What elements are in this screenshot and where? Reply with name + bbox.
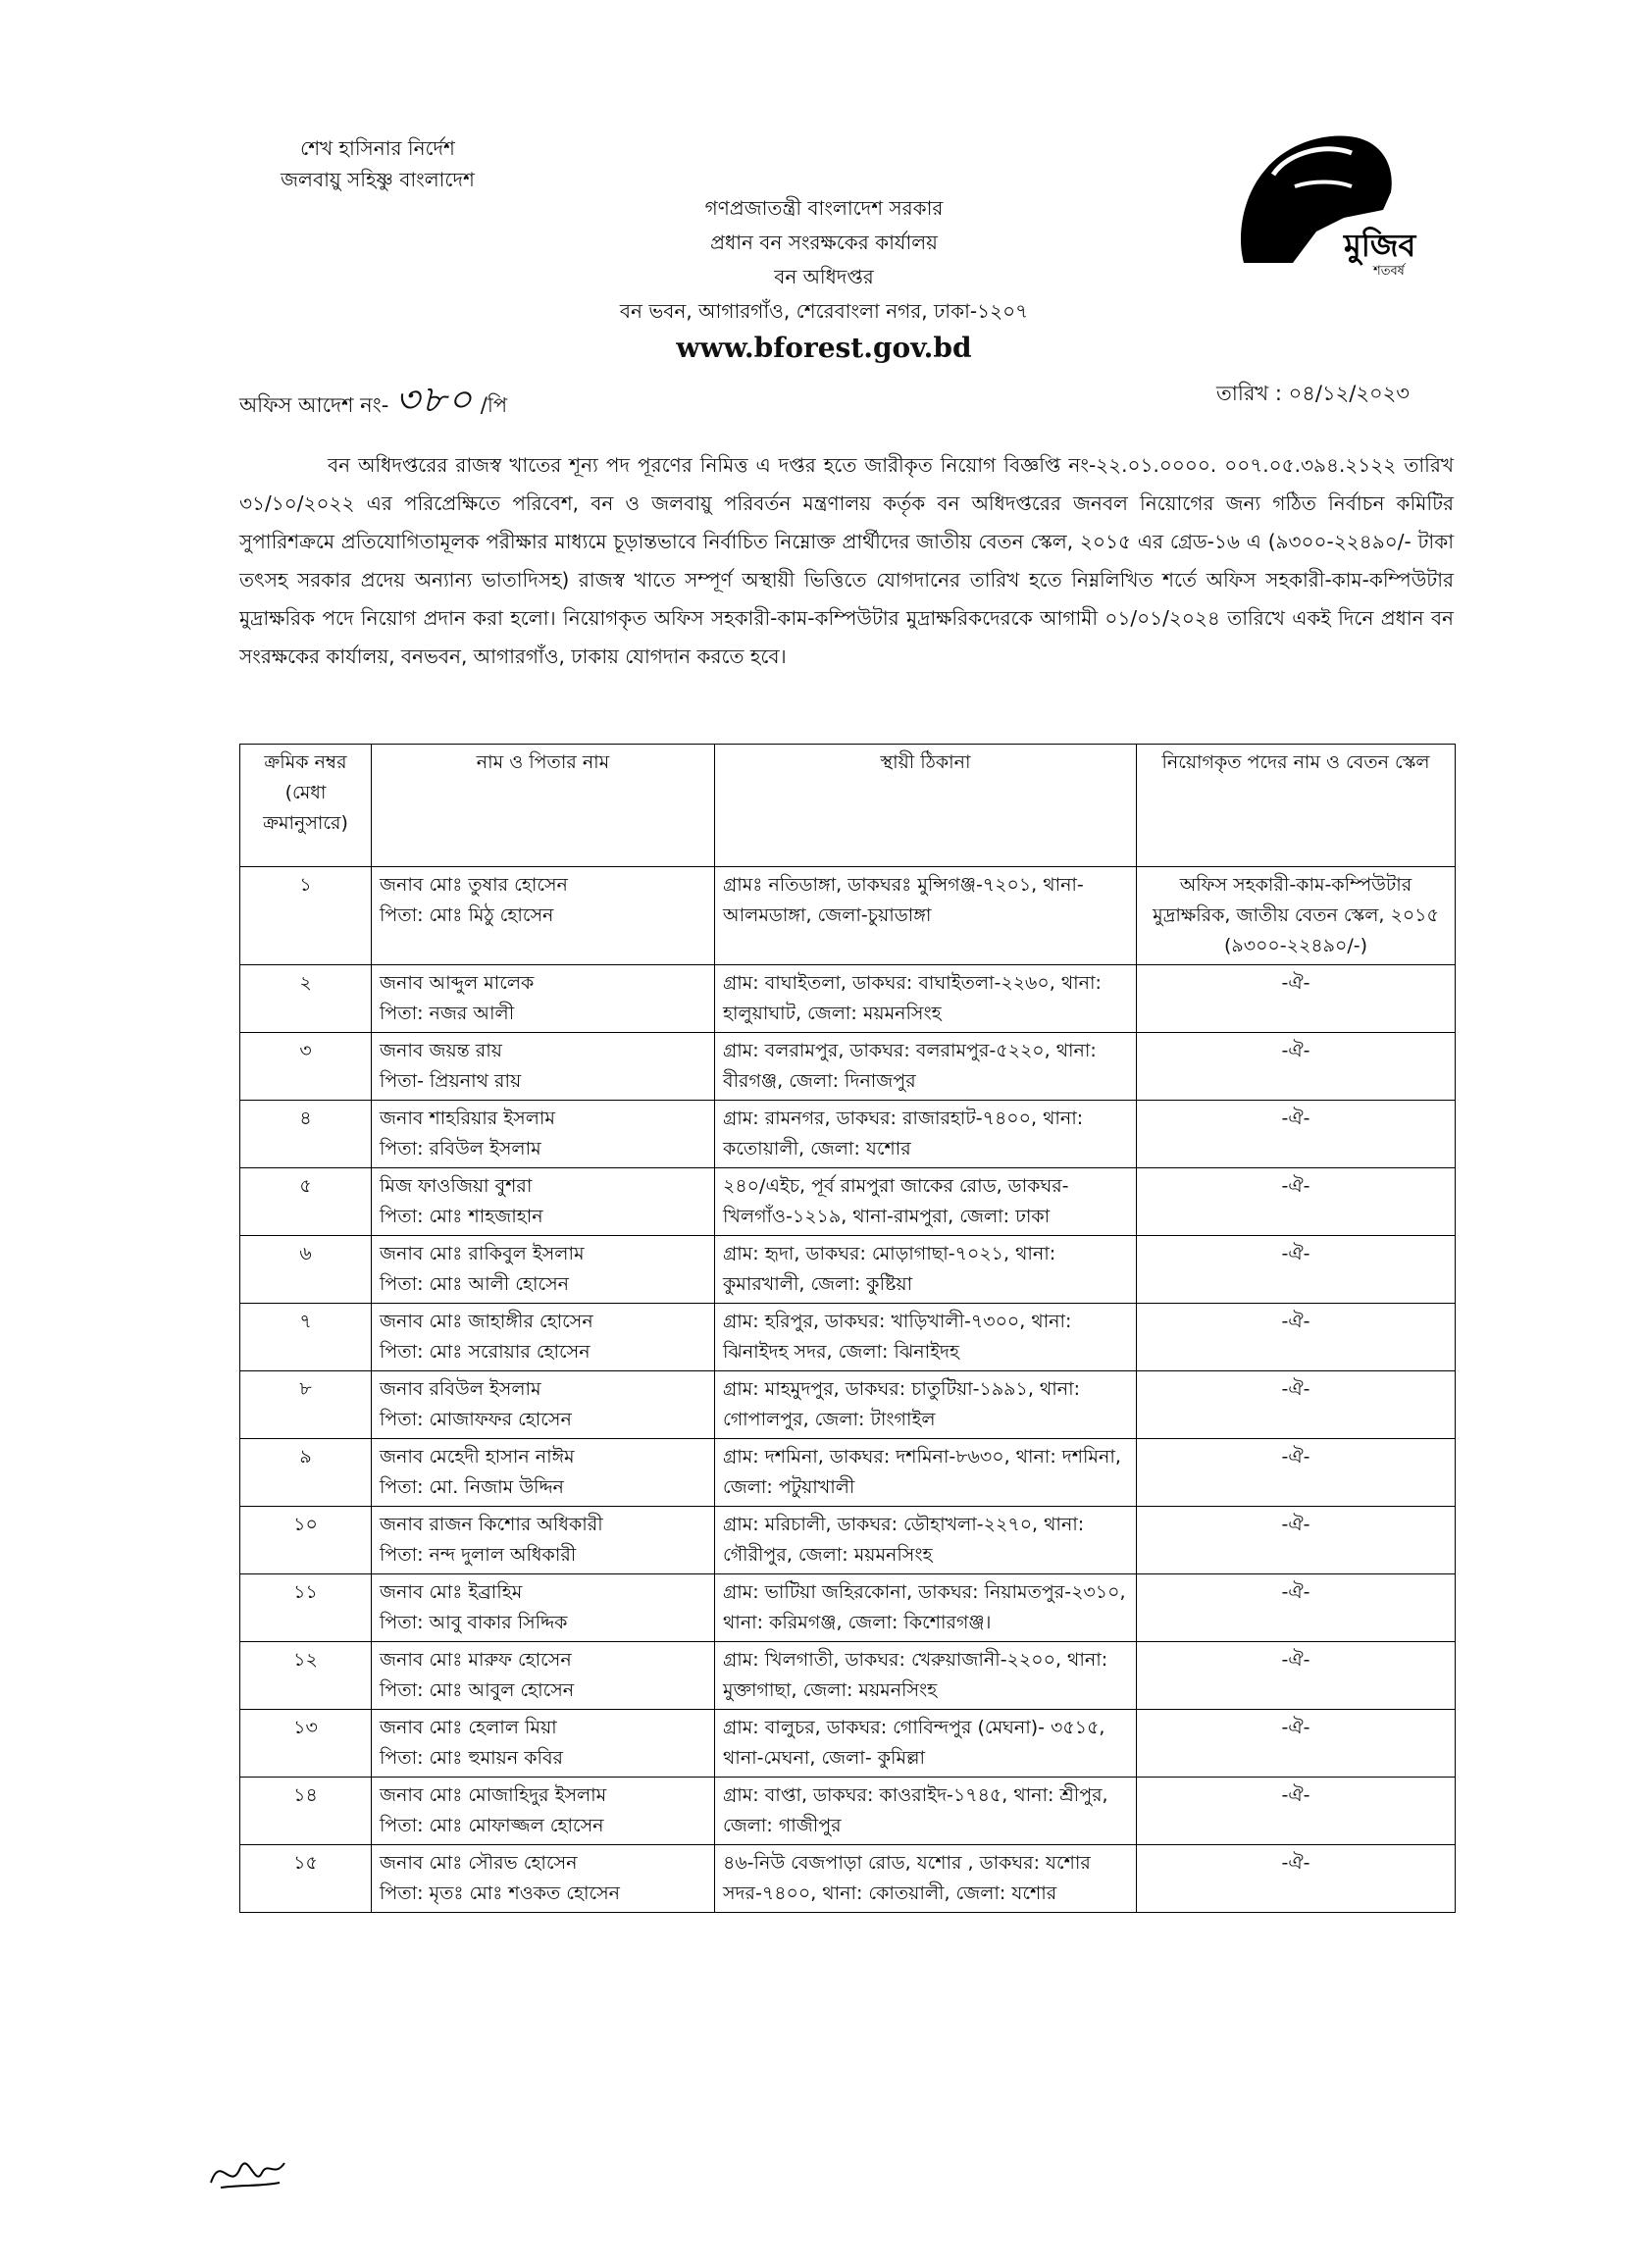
row-name: জনাব মোঃ মারুফ হোসেন (380, 1649, 572, 1671)
table-row (240, 867, 1456, 965)
table-header-row (240, 745, 1456, 867)
row-name-cell (372, 1236, 715, 1304)
row-name: জনাব রবিউল ইসলাম (380, 1378, 541, 1400)
row-father-name: পিতা: মৃতঃ মোঃ শওকত হোসেন (380, 1882, 620, 1904)
order-body-paragraph: বন অধিদপ্তরের রাজস্ব খাতের শূন্য পদ পূরণের নিমিত্ত এ দপ্তর হতে জারীকৃত নিয়োগ বিজ্ঞপ্তি নং-২২.০১.০০০০. ০০৭.০৫.৩৯৪.২১২২ তারিখ ৩১/১০/২০২২ এর পরিপ্রেক্ষিতে পরিবেশ, বন ও জলবায়ু পরিবর্তন মন্ত্রণালয় কর্তৃক বন অধিদপ্তরের জনবল নিয়োগের জন্য গঠিত নির্বাচন কমিটির সুপারিশক্রমে প্রতিযোগিতামূলক পরীক্ষার মাধ্যমে চূড়ান্তভাবে নির্বাচিত নিম্নোক্ত প্রার্থীদের জাতীয় বেতন স্কেল, ২০১৫ এর গ্রেড-১৬ এ (৯৩০০-২২৪৯০/- টাকা তৎসহ সরকার প্রদেয় অন্যান্য ভাতাদিসহ) রাজস্ব খাতে সম্পূর্ণ অস্থায়ী ভিত্তিতে যোগদানের তারিখ হতে নিম্নলিখিত শর্তে অফিস সহকারী-কাম-কম্পিউটার মুদ্রাক্ষরিক পদে নিয়োগ প্রদান করা হলো। নিয়োগকৃত অফিস সহকারী-কাম-কম্পিউটার মুদ্রাক্ষরিকদেরকে আগামী ০১/০১/২০২৪ তারিখে একই দিনে প্রধান বন সংরক্ষকের কার্যালয়, বনভবন, আগারগাঁও, ঢাকায় যোগদান করতে হবে। (239, 453, 1454, 668)
row-post: -ঐ- (1137, 1778, 1456, 1845)
row-address: গ্রাম: বালুচর, ডাকঘর: গোবিন্দপুর (মেঘনা)- ৩৫১৫, থানা-মেঘনা, জেলা- কুমিল্লা (715, 1710, 1137, 1778)
row-serial: ১১ (240, 1574, 372, 1642)
row-father-name: পিতা: নজর আলী (380, 1003, 515, 1024)
row-name: জনাব মোঃ ইব্রাহিম (380, 1581, 523, 1603)
header-line-4: বন ভবন, আগারগাঁও, শেরেবাংলা নগর, ঢাকা-১২০৭ (619, 299, 1029, 323)
table-row (240, 1778, 1456, 1845)
row-serial: ৮ (240, 1371, 372, 1439)
office-order-number (239, 371, 507, 434)
row-serial: ১ (240, 867, 372, 965)
row-father-name: পিতা: নন্দ দুলাল অধিকারী (380, 1544, 577, 1566)
table-row (240, 965, 1456, 1033)
row-address: গ্রাম: মাহমুদপুর, ডাকঘর: চাতুটিয়া-১৯৯১, থানা: গোপালপুর, জেলা: টাংগাইল (715, 1371, 1137, 1439)
row-name-cell (372, 867, 715, 965)
row-father-name: পিতা: মোঃ আলী হোসেন (380, 1273, 569, 1295)
row-father-name: পিতা: আবু বাকার সিদ্দিক (380, 1612, 568, 1633)
table-row (240, 1507, 1456, 1574)
row-serial: ৬ (240, 1236, 372, 1304)
row-address: গ্রাম: দশমিনা, ডাকঘর: দশমিনা-৮৬৩০, থানা: দশমিনা, জেলা: পটুয়াখালী (715, 1439, 1137, 1507)
office-order-suffix: /পি (480, 393, 508, 417)
table-row (240, 1574, 1456, 1642)
table-row (240, 1642, 1456, 1710)
header-line-3: বন অধিদপ্তর (774, 265, 874, 288)
row-serial: ১৪ (240, 1778, 372, 1845)
table-row (240, 1439, 1456, 1507)
office-order-handwritten-number: ৩৮০ (395, 378, 475, 421)
row-address: গ্রাম: হৃদা, ডাকঘর: মোড়াগাছা-৭০২১, থানা: কুমারখালী, জেলা: কুষ্টিয়া (715, 1236, 1137, 1304)
col-header-post: নিয়োগকৃত পদের নাম ও বেতন স্কেল (1137, 745, 1456, 867)
row-serial: ২ (240, 965, 372, 1033)
table-row (240, 1168, 1456, 1236)
col-header-address: স্থায়ী ঠিকানা (715, 745, 1137, 867)
row-name-cell (372, 1845, 715, 1913)
row-father-name: পিতা: মোঃ হুমায়ন কবির (380, 1747, 563, 1769)
row-name: জনাব মোঃ হেলাল মিয়া (380, 1717, 557, 1738)
row-name-cell (372, 1101, 715, 1168)
row-name: জনাব মোঃ রাকিবুল ইসলাম (380, 1243, 585, 1264)
row-name: জনাব রাজন কিশোর অধিকারী (380, 1514, 603, 1535)
row-father-name: পিতা: মোজাফফর হোসেন (380, 1409, 572, 1430)
table-row (240, 1371, 1456, 1439)
row-address: ৪৬-নিউ বেজপাড়া রোড, যশোর , ডাকঘর: যশোর সদর-৭৪০০, থানা: কোতয়ালী, জেলা: যশোর (715, 1845, 1137, 1913)
row-name-cell (372, 1778, 715, 1845)
table-row (240, 1033, 1456, 1101)
row-father-name: পিতা: রবিউল ইসলাম (380, 1138, 541, 1160)
row-address: গ্রাম: বাঘাইতলা, ডাকঘর: বাঘাইতলা-২২৬০, থানা: হালুয়াঘাট, জেলা: ময়মনসিংহ (715, 965, 1137, 1033)
row-father-name: পিতা: মোঃ মিঠু হোসেন (380, 904, 554, 926)
row-post: -ঐ- (1137, 1304, 1456, 1371)
row-name: জনাব মোঃ জাহাঙ্গীর হোসেন (380, 1311, 593, 1332)
row-address: গ্রাম: রামনগর, ডাকঘর: রাজারহাট-৭৪০০, থানা: কতোয়ালী, জেলা: যশোর (715, 1101, 1137, 1168)
row-post: -ঐ- (1137, 1710, 1456, 1778)
row-post: -ঐ- (1137, 1574, 1456, 1642)
row-serial: ৯ (240, 1439, 372, 1507)
row-father-name: পিতা: মোঃ আবুল হোসেন (380, 1679, 575, 1701)
row-name-cell (372, 1371, 715, 1439)
row-serial: ৭ (240, 1304, 372, 1371)
signature (201, 2143, 294, 2202)
motto (250, 132, 505, 195)
row-name-cell (372, 1304, 715, 1371)
logo-subtext: শতবর্ষ (1373, 264, 1405, 278)
row-post: -ঐ- (1137, 1507, 1456, 1574)
col-header-serial: ক্রমিক নম্বর (মেধা ক্রমানুসারে) (240, 745, 372, 867)
row-address: গ্রাম: হরিপুর, ডাকঘর: খাড়িখালী-৭৩০০, থানা: ঝিনাইদহ সদর, জেলা: ঝিনাইদহ (715, 1304, 1137, 1371)
table-row (240, 1304, 1456, 1371)
row-name: জনাব মেহেদী হাসান নাঈম (380, 1446, 575, 1468)
row-father-name: পিতা: মোঃ সরোয়ার হোসেন (380, 1341, 590, 1363)
table-row (240, 1845, 1456, 1913)
row-name: জনাব মোঃ তুষার হোসেন (380, 874, 568, 896)
row-father-name: পিতা: মোঃ মোফাজ্জল হোসেন (380, 1815, 604, 1836)
table-row (240, 1236, 1456, 1304)
row-address: গ্রাম: খিলগাতী, ডাকঘর: খেরুয়াজানী-২২০০, থানা: মুক্তাগাছা, জেলা: ময়মনসিংহ (715, 1642, 1137, 1710)
row-serial: ১৩ (240, 1710, 372, 1778)
row-address: গ্রাম: বলরামপুর, ডাকঘর: বলরামপুর-৫২২০, থানা: বীরগঞ্জ, জেলা: দিনাজপুর (715, 1033, 1137, 1101)
row-name-cell (372, 1710, 715, 1778)
mujib-borsho-logo (1226, 116, 1427, 278)
row-father-name: পিতা: মোঃ শাহজাহান (380, 1206, 543, 1227)
row-serial: ৪ (240, 1101, 372, 1168)
row-post: -ঐ- (1137, 1642, 1456, 1710)
row-address: গ্রাম: ভাটিয়া জহিরকোনা, ডাকঘর: নিয়ামতপুর-২৩১০, থানা: করিমগঞ্জ, জেলা: কিশোরগঞ্জ। (715, 1574, 1137, 1642)
row-name: জনাব শাহরিয়ার ইসলাম (380, 1108, 555, 1129)
row-name-cell (372, 1033, 715, 1101)
row-name: জনাব মোঃ মোজাহিদুর ইসলাম (380, 1784, 607, 1806)
row-post: -ঐ- (1137, 1236, 1456, 1304)
row-post: -ঐ- (1137, 1371, 1456, 1439)
row-address: গ্রাম: মরিচালী, ডাকঘর: ডৌহাখলা-২২৭০, থানা: গৌরীপুর, জেলা: ময়মনসিংহ (715, 1507, 1137, 1574)
website-url[interactable]: www.bforest.gov.bd (676, 332, 972, 364)
row-name-cell (372, 1168, 715, 1236)
row-address: ২৪০/এইচ, পূর্ব রামপুরা জাকের রোড, ডাকঘর-খিলগাঁও-১২১৯, থানা-রামপুরা, জেলা: ঢাকা (715, 1168, 1137, 1236)
office-order-prefix: অফিস আদেশ নং- (239, 393, 389, 417)
row-father-name: পিতা: মো. নিজাম উদ্দিন (380, 1476, 564, 1498)
header-line-1: গণপ্রজাতন্ত্রী বাংলাদেশ সরকার (704, 196, 944, 220)
row-post: -ঐ- (1137, 1168, 1456, 1236)
row-serial: ১৫ (240, 1845, 372, 1913)
row-name-cell (372, 1574, 715, 1642)
row-serial: ৩ (240, 1033, 372, 1101)
row-serial: ৫ (240, 1168, 372, 1236)
row-name: জনাব জয়ন্ত রায় (380, 1040, 502, 1061)
letterhead (461, 191, 1187, 368)
row-name: জনাব আব্দুল মালেক (380, 972, 535, 994)
row-serial: ১২ (240, 1642, 372, 1710)
motto-line-2: জলবায়ু সহিষ্ণু বাংলাদেশ (281, 168, 475, 191)
row-address: গ্রামঃ নতিডাঙ্গা, ডাকঘরঃ মুন্সিগঞ্জ-৭২০১, থানা-আলমডাঙ্গা, জেলা-চুয়াডাঙ্গা (715, 867, 1137, 965)
row-post: -ঐ- (1137, 965, 1456, 1033)
row-father-name: পিতা- প্রিয়নাথ রায় (380, 1070, 522, 1092)
row-name-cell (372, 965, 715, 1033)
col-header-name: নাম ও পিতার নাম (372, 745, 715, 867)
row-post: -ঐ- (1137, 1439, 1456, 1507)
row-address: গ্রাম: বাপ্তা, ডাকঘর: কাওরাইদ-১৭৪৫, থানা: শ্রীপুর, জেলা: গাজীপুর (715, 1778, 1137, 1845)
row-name-cell (372, 1439, 715, 1507)
appointee-table (239, 744, 1456, 1913)
table-row (240, 1101, 1456, 1168)
header-line-2: প্রধান বন সংরক্ষকের কার্যালয় (710, 231, 938, 254)
row-post: -ঐ- (1137, 1101, 1456, 1168)
row-post: -ঐ- (1137, 1033, 1456, 1101)
row-post: অফিস সহকারী-কাম-কম্পিউটার মুদ্রাক্ষরিক, জাতীয় বেতন স্কেল, ২০১৫ (৯৩০০-২২৪৯০/-) (1137, 867, 1456, 965)
row-name: জনাব মোঃ সৌরভ হোসেন (380, 1852, 578, 1874)
row-serial: ১০ (240, 1507, 372, 1574)
logo-text: মুজিব (1344, 227, 1416, 264)
row-name: মিজ ফাওজিয়া বুশরা (380, 1175, 533, 1197)
table-row (240, 1710, 1456, 1778)
row-post: -ঐ- (1137, 1845, 1456, 1913)
order-date: তারিখ : ০৪/১২/২০২৩ (1216, 382, 1410, 405)
row-name-cell (372, 1507, 715, 1574)
row-name-cell (372, 1642, 715, 1710)
motto-line-1: শেখ হাসিনার নির্দেশ (300, 136, 455, 160)
